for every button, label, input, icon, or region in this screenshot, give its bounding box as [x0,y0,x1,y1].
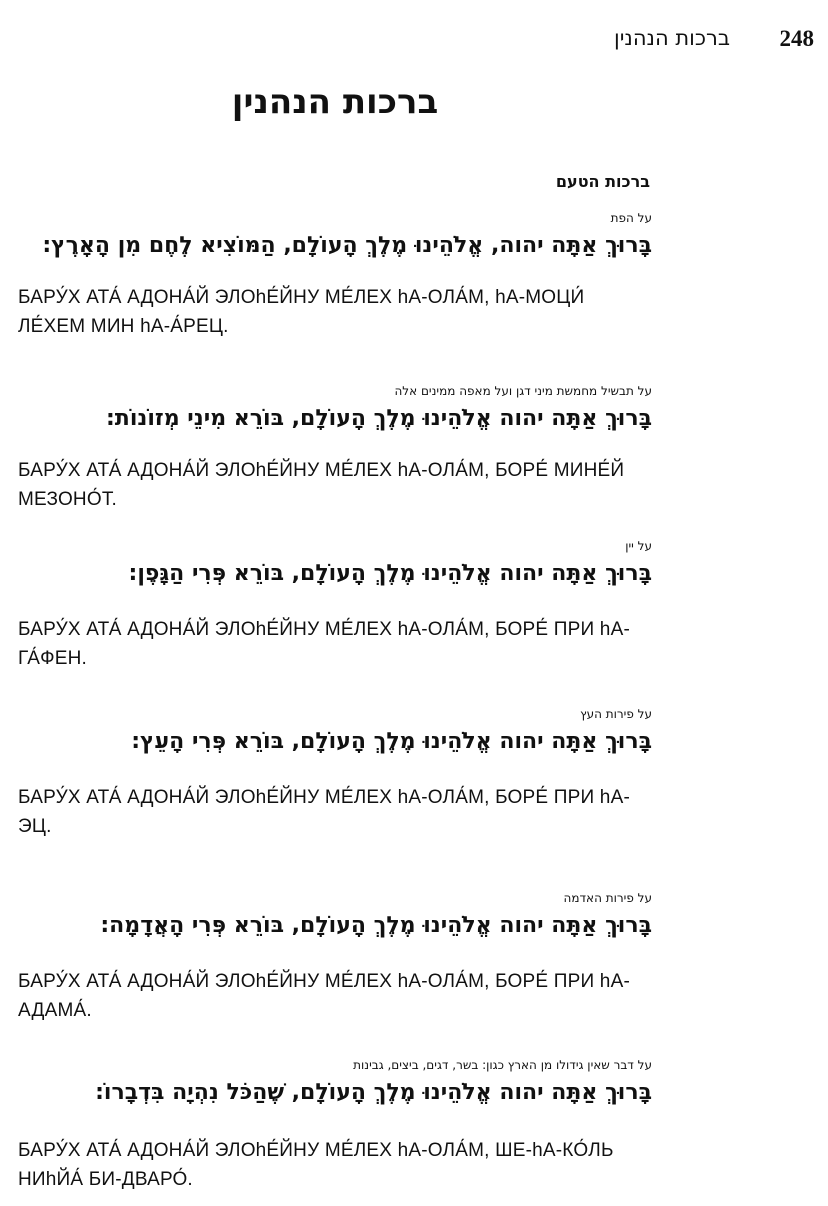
blessing-caption: על דבר שאין גידולו מן הארץ כגון: בשר, דגים, ביצים, גבינות [353,1058,652,1072]
blessing-caption: על פירות העץ [580,707,652,721]
blessing-transliteration: БАРУ́Х АТА́ АДОНА́Й ЭЛОhЕ́ЙНУ МЕ́ЛЕХ hА-ОЛА́М, hА-МОЦИ́ ЛЕ́ХЕМ МИН hА-А́РЕЦ. [18,287,585,337]
page-header [0,26,828,60]
blessing-transliteration: БАРУ́Х АТА́ АДОНА́Й ЭЛОhЕ́ЙНУ МЕ́ЛЕХ hА-ОЛА́М, БОРЕ́ ПРИ hА-ГА́ФЕН. [18,619,630,669]
blessing-earth-fruit [18,889,652,1025]
blessing-tree-fruit [18,705,652,841]
blessing-hebrew: בָּרוּךְ אַתָּה יהוה אֱלֹהֵינוּ מֶלֶךְ הָעוֹלָם, בּוֹרֵא מִינֵי מְזוֹנוֹת: [106,406,652,431]
page-title: ברכות הנהנין [231,82,439,122]
blessing-caption: על יין [625,539,652,553]
blessing-caption: על הפת [610,211,652,225]
page-number: 248 [779,26,814,51]
blessing-shehakol [18,1056,652,1194]
blessing-transliteration: БАРУ́Х АТА́ АДОНА́Й ЭЛОhЕ́ЙНУ МЕ́ЛЕХ hА-ОЛА́М, ШЕ-hА-КО́ЛЬ НИhЙА́ БИ-ДВАРО́. [18,1140,614,1190]
section-title: ברכות הטעם [555,172,650,191]
blessing-caption: על פירות האדמה [563,891,652,905]
blessing-hebrew: בָּרוּךְ אַתָּה יהוה אֱלֹהֵינוּ מֶלֶךְ הָעוֹלָם, בּוֹרֵא פְּרִי הָעֵץ: [131,729,652,754]
blessing-transliteration: БАРУ́Х АТА́ АДОНА́Й ЭЛОhЕ́ЙНУ МЕ́ЛЕХ hА-ОЛА́М, БОРЕ́ ПРИ hА-АДАМА́. [18,971,630,1021]
blessing-hebrew: בָּרוּךְ אַתָּה יהוה אֱלֹהֵינוּ מֶלֶךְ הָעוֹלָם, בּוֹרֵא פְּרִי הַגָּפֶן: [128,561,652,586]
blessing-caption: על תבשיל מחמשת מיני דגן ועל מאפה ממינים אלה [394,384,652,398]
blessing-hebrew: בָּרוּךְ אַתָּה יהוה, אֱלֹהֵינוּ מֶלֶךְ הָעוֹלָם, הַמּוֹצִיא לֶחֶם מִן הָאָרֶץ: [42,233,652,258]
blessing-bread [18,209,652,341]
blessing-hebrew: בָּרוּךְ אַתָּה יהוה אֱלֹהֵינוּ מֶלֶךְ הָעוֹלָם, בּוֹרֵא פְּרִי הָאֲדָמָה: [100,913,652,938]
blessing-grain [18,382,652,514]
blessing-hebrew: בָּרוּךְ אַתָּה יהוה אֱלֹהֵינוּ מֶלֶךְ הָעוֹלָם, שֶׁהַכֹּל נִהְיָה בִּדְבָרוֹ: [95,1080,652,1105]
blessing-wine [18,537,652,673]
running-title: ברכות הנהנין [614,26,730,50]
blessing-transliteration: БАРУ́Х АТА́ АДОНА́Й ЭЛОhЕ́ЙНУ МЕ́ЛЕХ hА-ОЛА́М, БОРЕ́ МИНЕ́Й МЕЗОНО́Т. [18,460,625,510]
blessing-transliteration: БАРУ́Х АТА́ АДОНА́Й ЭЛОhЕ́ЙНУ МЕ́ЛЕХ hА-ОЛА́М, БОРЕ́ ПРИ hА-ЭЦ. [18,787,630,837]
